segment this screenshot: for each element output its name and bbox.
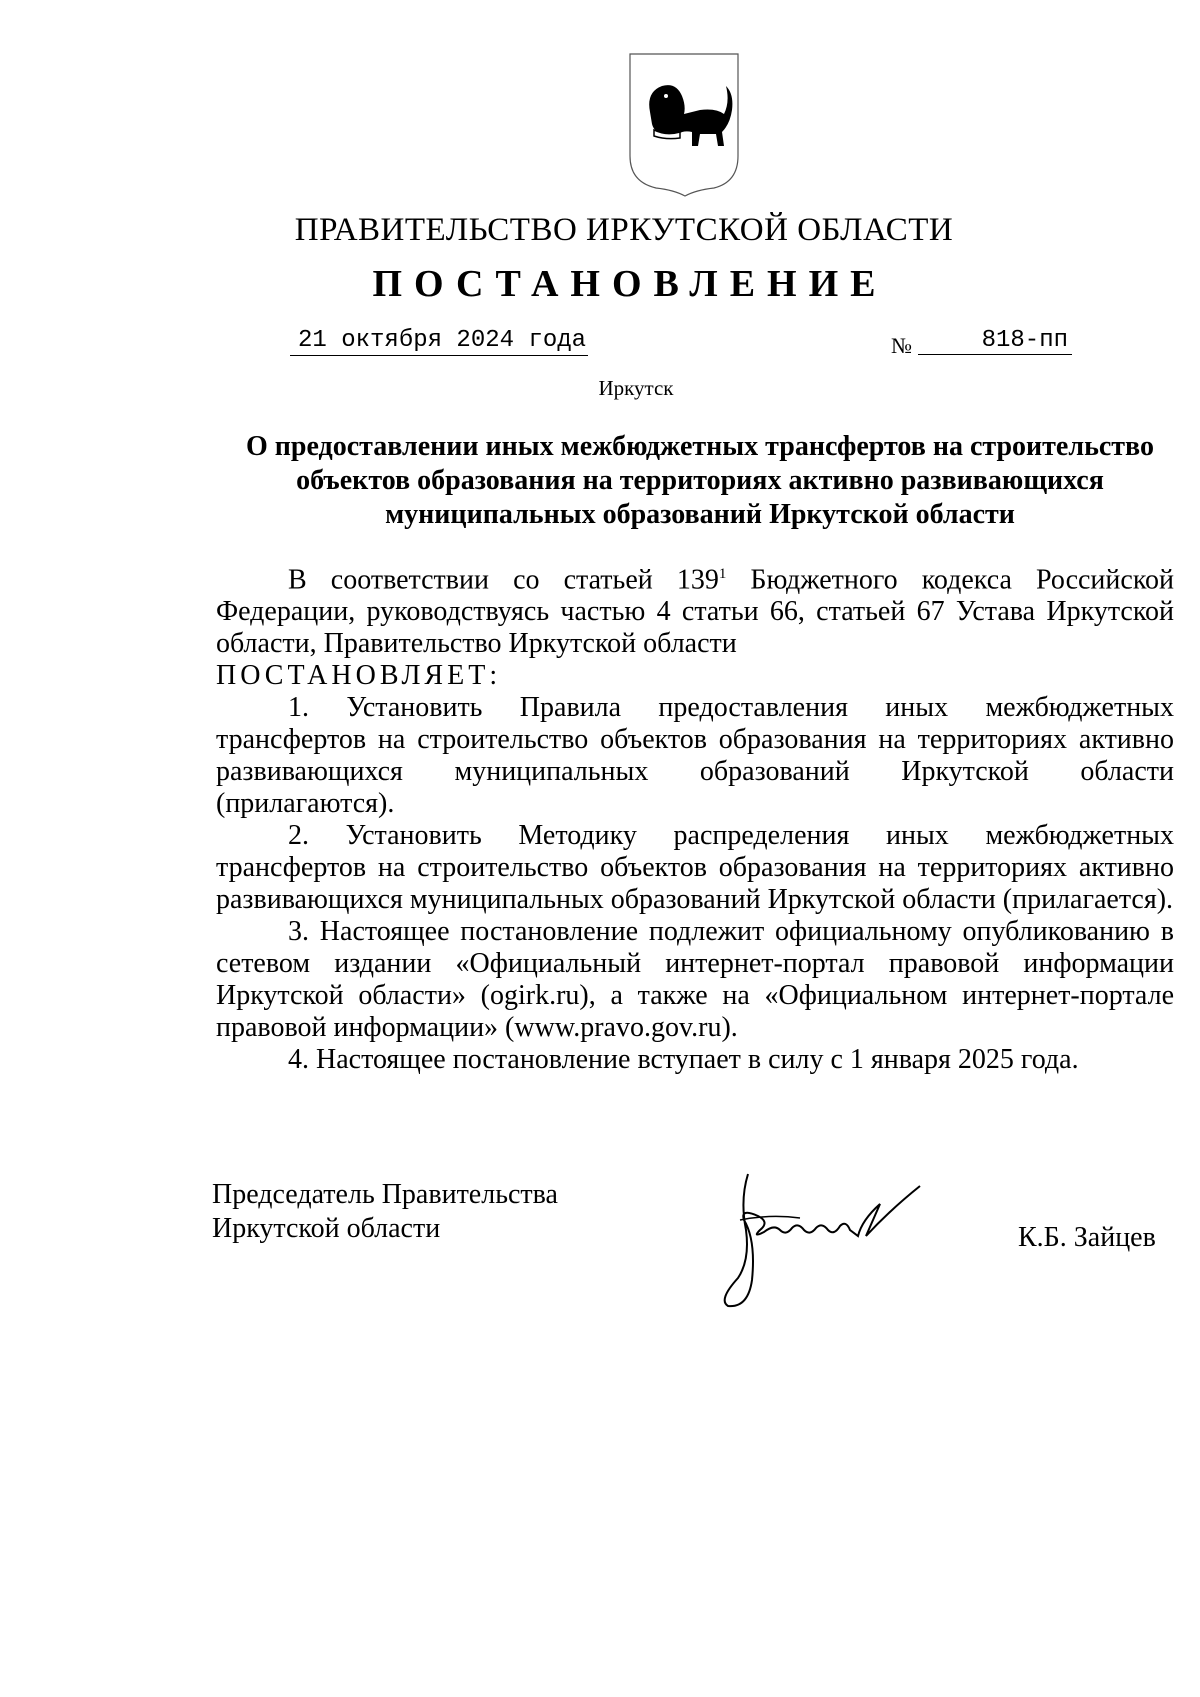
coat-of-arms-icon bbox=[626, 52, 744, 198]
preamble-paragraph bbox=[216, 558, 1174, 660]
city-name: Иркутск bbox=[598, 376, 674, 400]
list-item: 2. Установить Методику распределения иных межбюджетных трансфертов на строительство объектов образования на территориях активно развивающихся муниципальных образований Иркутской области (прилагается). bbox=[216, 820, 1174, 916]
government-name: ПРАВИТЕЛЬСТВО ИРКУТСКОЙ ОБЛАСТИ bbox=[294, 212, 954, 248]
preamble-end: Бюджетного кодекса Российской Федерации, руководствуясь частью 4 статьи 66, статьей 67 Устава Иркутской области, Правительство Иркутской области bbox=[216, 564, 1174, 660]
document-date: 21 октября 2024 года bbox=[290, 327, 588, 356]
number-label: № bbox=[891, 333, 912, 358]
preamble-superscript: 1 bbox=[718, 566, 727, 582]
document-body bbox=[216, 558, 1174, 1076]
signatory-name: К.Б. Зайцев bbox=[1018, 1222, 1156, 1253]
signatory-position bbox=[212, 1178, 558, 1246]
document-number: 818-пп bbox=[918, 327, 1072, 355]
preamble-start: В соответствии со статьей 139 bbox=[288, 564, 719, 596]
decree-word: ПОСТАНОВЛЯЕТ: bbox=[216, 660, 502, 692]
list-item: 3. Настоящее постановление подлежит официальному опубликованию в сетевом издании «Официальный интернет-портал правовой информации Иркутской области» (ogirk.ru), а также на «Официальном интернет-портале правовой информации» (www.pravo.gov.ru). bbox=[216, 916, 1174, 1044]
signatory-position-line1: Председатель Правительства bbox=[212, 1179, 558, 1210]
list-item: 1. Установить Правила предоставления иных межбюджетных трансфертов на строительство объектов образования на территориях активно развивающихся муниципальных образований Иркутской области (прилагаются). bbox=[216, 692, 1174, 820]
handwritten-signature-icon bbox=[700, 1160, 960, 1310]
document-title: О предоставлении иных межбюджетных трансфертов на строительство объектов образования на территориях активно развивающихся муниципальных образований Иркутской области bbox=[246, 431, 1154, 530]
document-type-heading: ПОСТАНОВЛЕНИЕ bbox=[372, 263, 888, 305]
signatory-position-line2: Иркутской области bbox=[212, 1213, 441, 1244]
list-item: 4. Настоящее постановление вступает в силу с 1 января 2025 года. bbox=[288, 1044, 1079, 1076]
